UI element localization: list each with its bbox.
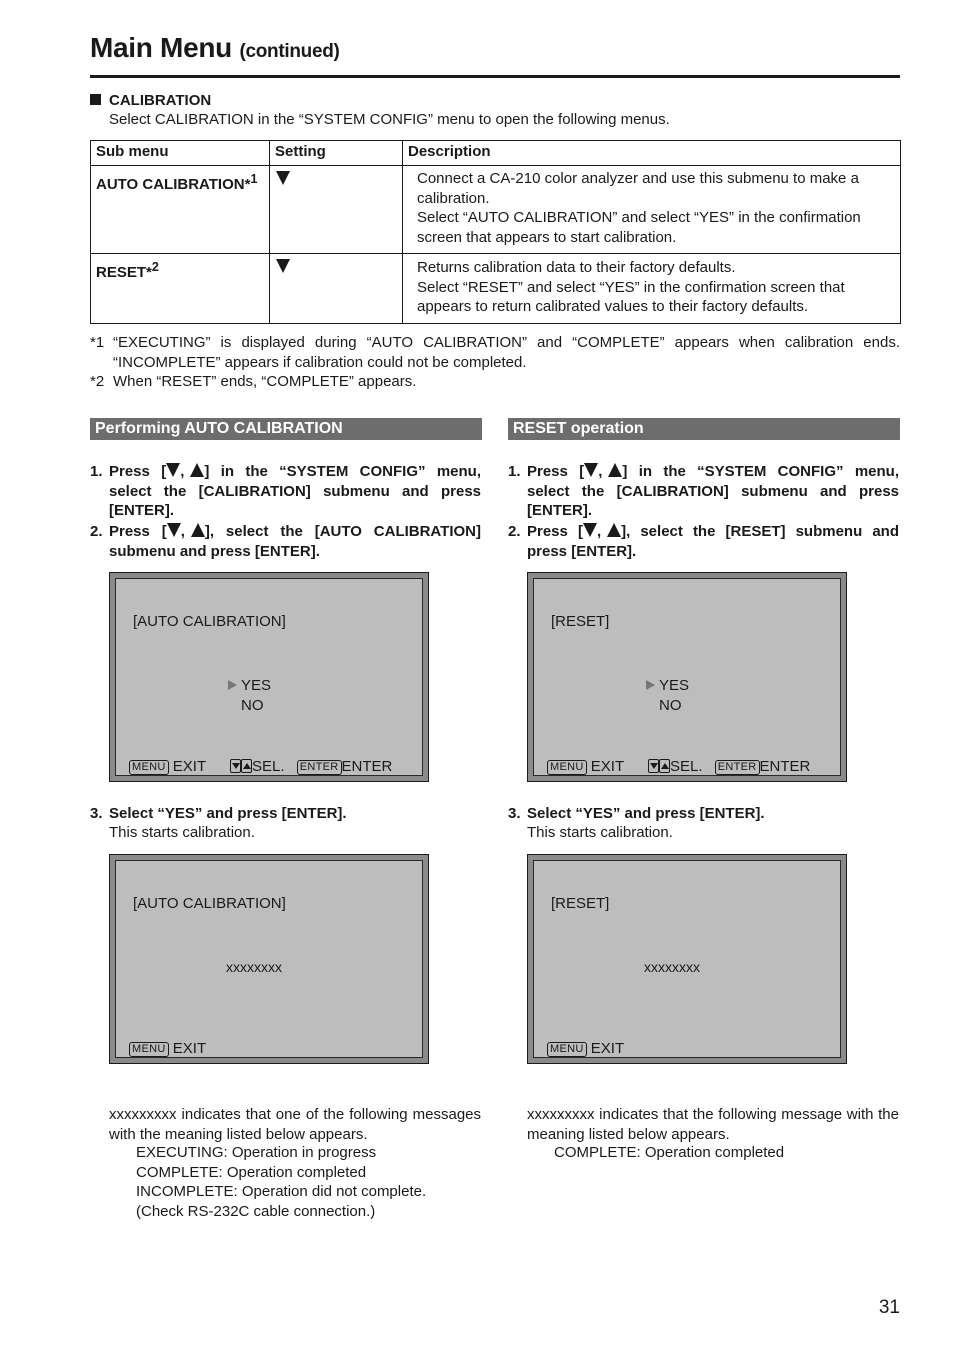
screen-footer <box>547 1039 624 1059</box>
step-sep: , <box>596 523 602 540</box>
step-sep: , <box>180 463 185 480</box>
down-triangle-icon <box>276 259 290 273</box>
pointer-icon <box>228 680 237 690</box>
status-text: xxxxxxxx <box>226 959 282 975</box>
footnote-ref: 2 <box>151 260 159 274</box>
menu-key-icon: MENU <box>129 1042 169 1057</box>
up-arrow-icon <box>607 523 621 537</box>
status-explanation: xxxxxxxxx indicates that the following message with the meaning listed below appears. <box>527 1106 899 1143</box>
table-cell-setting <box>270 166 403 254</box>
down-arrow-icon <box>583 523 597 537</box>
down-key-icon <box>648 759 659 773</box>
step-number: 2. <box>508 523 521 540</box>
description-line: Select “RESET” and select “YES” in the confirmation screen that appears to return calibrated values to their factory defaults. <box>417 278 845 315</box>
title-rule <box>90 75 900 78</box>
enter-key-icon: ENTER <box>297 760 342 775</box>
screen-footer <box>129 757 392 777</box>
table-header-row <box>91 141 901 166</box>
step-text: Press [ <box>109 523 167 540</box>
step-2 <box>90 522 481 561</box>
table-cell-description <box>403 166 901 254</box>
exit-label: EXIT <box>172 758 206 775</box>
table-row <box>91 166 901 254</box>
square-bullet-icon <box>90 94 101 105</box>
description-line: Connect a CA-210 color analyzer and use this submenu to make a calibration. <box>417 170 859 207</box>
calibration-table <box>90 140 901 324</box>
step-1 <box>90 462 481 521</box>
section-bar-reset: RESET operation <box>508 418 900 440</box>
screen-title: [RESET] <box>551 613 610 630</box>
message-item: EXECUTING: Operation in progress <box>136 1144 377 1161</box>
screen-footer <box>547 757 810 777</box>
step-number: 1. <box>90 463 103 480</box>
submenu-auto-calibration: AUTO CALIBRATION* <box>96 176 251 193</box>
table-header-submenu: Sub menu <box>91 141 270 166</box>
table-header-setting: Setting <box>270 141 403 166</box>
message-item: COMPLETE: Operation completed <box>554 1144 785 1161</box>
enter-label: ENTER <box>759 758 811 775</box>
step-text: ], select the [AUTO CALIBRATION] submenu and press [ENTER]. <box>109 523 481 560</box>
screen-display <box>115 860 423 1058</box>
menu-key-icon: MENU <box>547 1042 587 1057</box>
page-subtitle: (continued) <box>239 41 340 62</box>
menu-key-icon: MENU <box>547 760 587 775</box>
up-key-icon <box>659 759 670 773</box>
step-text: ] in the “SYSTEM CONFIG” menu, select the [CALIBRATION] submenu and press [ENTER]. <box>109 463 481 519</box>
table-header-description: Description <box>403 141 901 166</box>
enter-key-icon: ENTER <box>715 760 760 775</box>
up-key-icon <box>241 759 252 773</box>
footnote-text: “EXECUTING” is displayed during “AUTO CALIBRATION” and “COMPLETE” appears when calibration ends. “INCOMPLETE” appears if calibration could not be completed. <box>113 334 900 371</box>
step-text: ], select the [RESET] submenu and press [ENTER]. <box>527 523 899 560</box>
footnote <box>90 333 900 372</box>
message-item: INCOMPLETE: Operation did not complete. <box>136 1183 427 1200</box>
description-line: Returns calibration data to their factory defaults. <box>417 259 736 276</box>
submenu-reset: RESET* <box>96 264 152 281</box>
down-key-icon <box>230 759 241 773</box>
table-cell-description <box>403 254 901 324</box>
reset-status-screen <box>527 854 847 1064</box>
exit-label: EXIT <box>172 1040 207 1057</box>
message-list <box>554 1143 784 1163</box>
screen-display <box>533 578 841 776</box>
screen-footer <box>129 1039 206 1059</box>
auto-calibration-status-screen <box>109 854 429 1064</box>
option-no: NO <box>241 697 264 714</box>
reset-confirm-screen <box>527 572 847 782</box>
sel-label: SEL. <box>670 758 703 775</box>
step-text: Press [ <box>109 463 167 480</box>
message-list <box>136 1143 426 1221</box>
pointer-icon <box>646 680 655 690</box>
page-title <box>90 30 340 70</box>
down-arrow-icon <box>167 523 181 537</box>
step-text: Select “YES” and press [ENTER]. <box>527 805 765 822</box>
section-intro: Select CALIBRATION in the “SYSTEM CONFIG” menu to open the following menus. <box>109 111 670 128</box>
step-number: 2. <box>90 523 103 540</box>
step-number: 3. <box>90 805 103 822</box>
screen-title: [RESET] <box>551 895 610 912</box>
status-explanation: xxxxxxxxx indicates that one of the following messages with the meaning listed below appears. <box>109 1106 481 1143</box>
step-3-note: This starts calibration. <box>527 824 673 841</box>
down-arrow-icon <box>166 463 180 477</box>
enter-label: ENTER <box>341 758 393 775</box>
step-3-note: This starts calibration. <box>109 824 255 841</box>
up-arrow-icon <box>190 463 204 477</box>
section-bar-auto-calibration: Performing AUTO CALIBRATION <box>90 418 482 440</box>
up-arrow-icon <box>191 523 205 537</box>
step-1 <box>508 462 899 521</box>
sel-label: SEL. <box>252 758 285 775</box>
exit-label: EXIT <box>590 1040 625 1057</box>
screen-title: [AUTO CALIBRATION] <box>133 895 286 912</box>
footnote-text: When “RESET” ends, “COMPLETE” appears. <box>113 373 417 390</box>
message-item: COMPLETE: Operation completed <box>136 1163 367 1181</box>
page-title-text: Main Menu <box>90 32 232 63</box>
step-3 <box>508 804 899 824</box>
down-arrow-icon <box>584 463 598 477</box>
step-sep: , <box>180 523 185 540</box>
screen-title: [AUTO CALIBRATION] <box>133 613 286 630</box>
step-text: Press [ <box>527 523 583 540</box>
step-text: Select “YES” and press [ENTER]. <box>109 805 347 822</box>
step-sep: , <box>598 463 603 480</box>
option-no: NO <box>659 697 682 714</box>
footnotes <box>90 333 900 392</box>
screen-display <box>533 860 841 1058</box>
section-heading <box>90 91 211 111</box>
option-yes-label: YES <box>659 677 690 694</box>
message-item: (Check RS-232C cable connection.) <box>136 1202 376 1220</box>
down-triangle-icon <box>276 171 290 185</box>
table-row <box>91 254 901 324</box>
option-yes <box>228 676 271 696</box>
status-text: xxxxxxxx <box>644 959 700 975</box>
screen-display <box>115 578 423 776</box>
step-2 <box>508 522 899 561</box>
auto-calibration-confirm-screen <box>109 572 429 782</box>
description-line: Select “AUTO CALIBRATION” and select “YES” in the confirmation screen that appears to start calibration. <box>417 209 861 246</box>
menu-key-icon: MENU <box>129 760 169 775</box>
footnote-mark: *2 <box>90 373 105 390</box>
footnote-ref: 1 <box>250 172 258 186</box>
page-number: 31 <box>878 1297 900 1318</box>
step-number: 1. <box>508 463 521 480</box>
footnote <box>90 372 900 392</box>
option-yes-label: YES <box>241 677 272 694</box>
section-heading-text: CALIBRATION <box>109 92 212 109</box>
step-3 <box>90 804 481 824</box>
footnote-mark: *1 <box>90 334 105 351</box>
option-yes <box>646 676 689 696</box>
table-cell-submenu <box>91 254 270 324</box>
exit-label: EXIT <box>590 758 624 775</box>
step-text: ] in the “SYSTEM CONFIG” menu, select the [CALIBRATION] submenu and press [ENTER]. <box>527 463 899 519</box>
up-arrow-icon <box>608 463 622 477</box>
table-cell-setting <box>270 254 403 324</box>
table-cell-submenu <box>91 166 270 254</box>
step-number: 3. <box>508 805 521 822</box>
step-text: Press [ <box>527 463 585 480</box>
